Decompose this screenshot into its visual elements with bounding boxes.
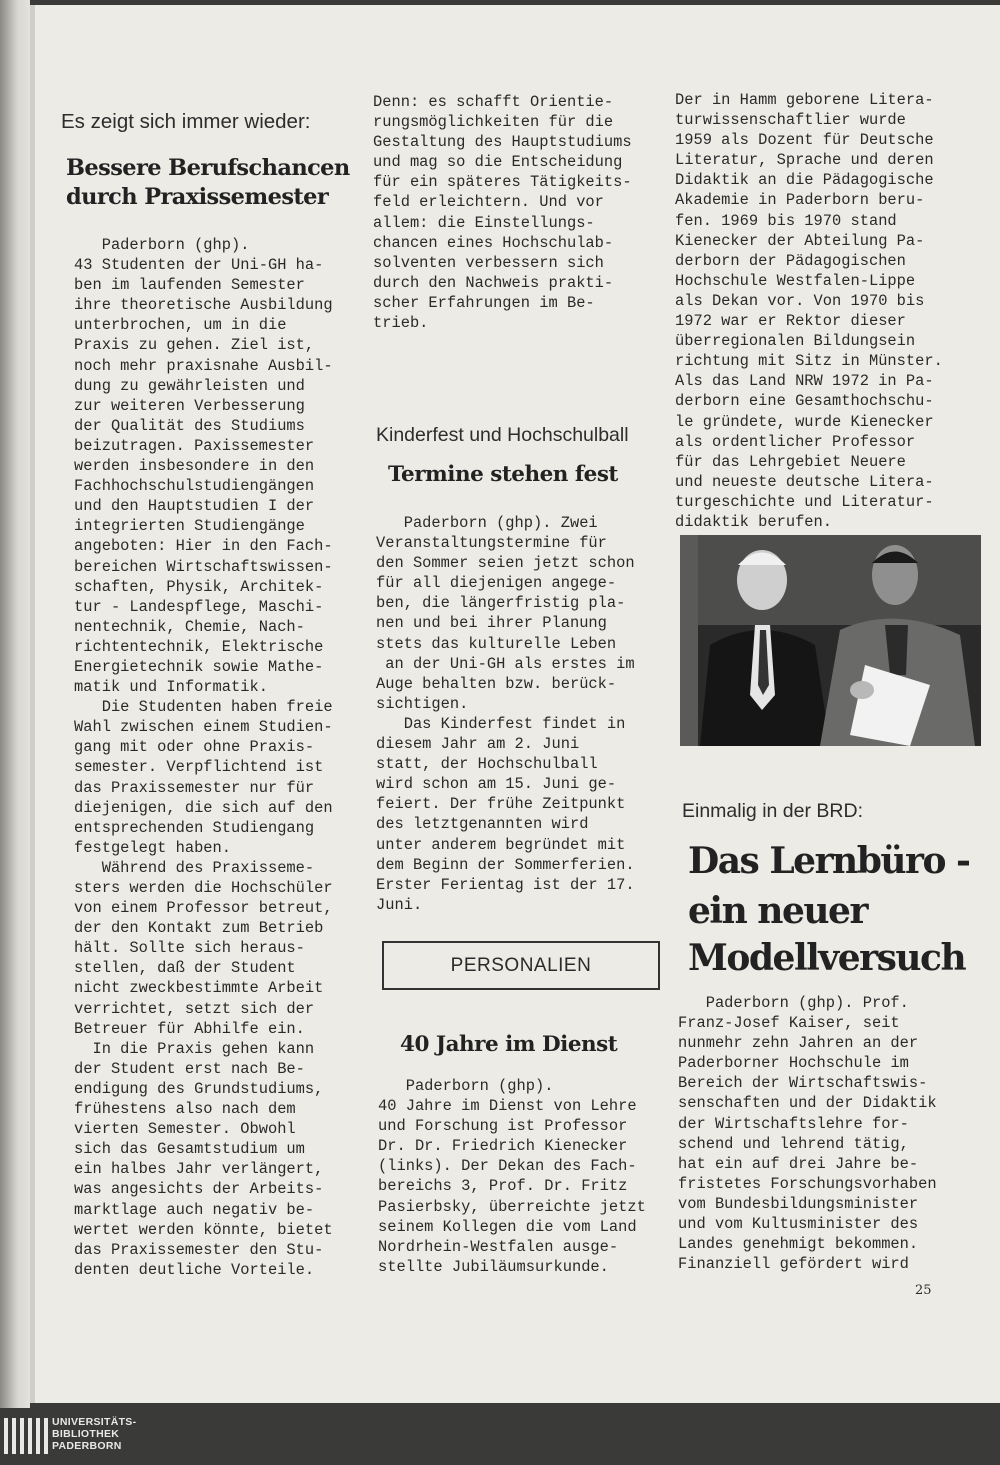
book-spine bbox=[0, 0, 30, 1410]
page-number: 25 bbox=[915, 1283, 932, 1298]
personalien-section-label: PERSONALIEN bbox=[382, 941, 660, 990]
page-edge bbox=[30, 5, 35, 1403]
library-logo-line1: UNIVERSITÄTS- bbox=[52, 1416, 137, 1428]
article2-kicker: Kinderfest und Hochschulball bbox=[376, 424, 629, 446]
article1-headline-line1: Bessere Berufschancen bbox=[66, 155, 350, 181]
article1-continuation: Denn: es schafft Orientie- rungsmöglichkeiten für die Gestaltung des Hauptstudiums und mag so die Entscheidung für ein späteres Tätigkeits- feld erleichtern. Und vor allem: die Einstellungs- chancen eines Hochschulab- solventen verbessern sich durch den Nachweis prakti- scher Erfahrungen im Be- trieb. bbox=[373, 93, 632, 333]
article4-headline-line2: ein neuer bbox=[688, 890, 867, 932]
library-footer bbox=[0, 1408, 1000, 1465]
article3-continuation: Der in Hamm geborene Litera- turwissenschaftlier wurde 1959 als Dozent für Deutsche Literatur, Sprache und deren Didaktik an die Pädagogische Akademie in Paderborn beru- fen. 1969 bis 1970 stand Kienecker der Abteilung Pa- derborn der Pädagogischen Hochschule Westfalen-Lippe als Dekan vor. Von 1970 bis 1972 war er Rektor dieser überregionalen Bildungsein richtung mit Sitz in Münster. Als das Land NRW 1972 in Pa- derborn eine Gesamthochschu- le gründete, wurde Kienecker als ordentlicher Professor für das Lehrgebiet Neuere und neueste deutsche Litera- turgeschichte und Literatur- didaktik berufen. bbox=[675, 91, 943, 531]
article1-body: Paderborn (ghp). 43 Studenten der Uni-GH ha- ben im laufenden Semester ihre theoretische Ausbildung unterbrochen, um in die Praxis zu gehen. Ziel ist, noch mehr praxisnahe Ausbil- dung zu gewährleisten und zur weiteren Verbesserung der Qualität des Studiums beizutragen. Paxissemester werden insbesondere in den Fachhochschulstudiengängen und den Hauptstudien I der integrierten Studiengänge angeboten: Hier in den Fach- bereichen Wirtschaftswissen- schaften, Physik, Architek- tur - Landespflege, Maschi- nentechnik, Chemie, Nach- richtentechnik, Elektrische Energietechnik sowie Mathe- matik und Informatik. Die Studenten haben freie Wahl zwischen einem Studien- gang mit oder ohne Praxis- semester. Verpflichtend ist das Praxissemester nur für diejenigen, die sich auf den entsprechenden Studiengang festgelegt haben. Während des Praxisseme- sters werden die Hochschüler von einem Professor betreut, der den Kontakt zum Betrieb hält. Sollte sich heraus- stellen, daß der Student nicht zweckbestimmte Arbeit verrichtet, setzt sich der Betreuer für Abhilfe ein. In die Praxis gehen kann der Student erst nach Be- endigung des Grundstudiums, frühestens also nach dem vierten Semester. Obwohl sich das Gesamtstudium um ein halbes Jahr verlängert, was angesichts der Arbeits- marktlage auch negativ be- wertet werden könnte, bietet das Praxissemester den Stu- denten deutliche Vorteile. bbox=[74, 236, 333, 1279]
article4-body: Paderborn (ghp). Prof. Franz-Josef Kaiser, seit nunmehr zehn Jahren an der Paderborner Hochschule im Bereich der Wirtschaftswis- senschaften und der Didaktik der Wirtschaftslehre for- schend und lehrend tätig, hat ein auf drei Jahre be- fristetes Forschungsvorhaben vom Bundesbildungsminister und vom Kultusminister des Landes genehmigt bekommen. Finanziell gefördert wird bbox=[678, 994, 937, 1274]
photo-illustration bbox=[680, 535, 981, 746]
article3-headline: 40 Jahre im Dienst bbox=[400, 1032, 618, 1057]
article1-headline-line2: durch Praxissemester bbox=[66, 184, 329, 210]
article4-headline-line1: Das Lernbüro - bbox=[688, 840, 970, 882]
article3-body: Paderborn (ghp). 40 Jahre im Dienst von Lehre und Forschung ist Professor Dr. Dr. Friedrich Kienecker (links). Der Dekan des Fach- bereichs 3, Prof. Dr. Fritz Pasierbsky, überreichte jetzt seinem Kollegen die vom Land Nordrhein-Westfalen ausge- stellte Jubiläumsurkunde. bbox=[378, 1077, 646, 1276]
library-logo-text bbox=[52, 1416, 136, 1452]
article2-body: Paderborn (ghp). Zwei Veranstaltungstermine für den Sommer seien jetzt schon für all diejenigen angege- ben, die längerfristig pla- nen und bei ihrer Planung stets das kulturelle Leben an der Uni-GH als erstes im Auge behalten bzw. berück- sichtigen. Das Kinderfest findet in diesem Jahr am 2. Juni statt, der Hochschulball wird schon am 15. Juni ge- feiert. Der frühe Zeitpunkt des letztgenannten wird unter anderem begründet mit dem Beginn der Sommerferien. Erster Ferientag ist der 17. Juni. bbox=[376, 514, 635, 914]
ceremony-photo bbox=[680, 535, 981, 746]
article1-kicker: Es zeigt sich immer wieder: bbox=[61, 110, 311, 133]
library-logo-line2: BIBLIOTHEK bbox=[52, 1428, 120, 1440]
article2-headline: Termine stehen fest bbox=[388, 462, 618, 487]
article4-kicker: Einmalig in der BRD: bbox=[682, 800, 863, 822]
article4-headline-line3: Modellversuch bbox=[688, 937, 966, 979]
library-logo-line3: PADERBORN bbox=[52, 1440, 122, 1452]
